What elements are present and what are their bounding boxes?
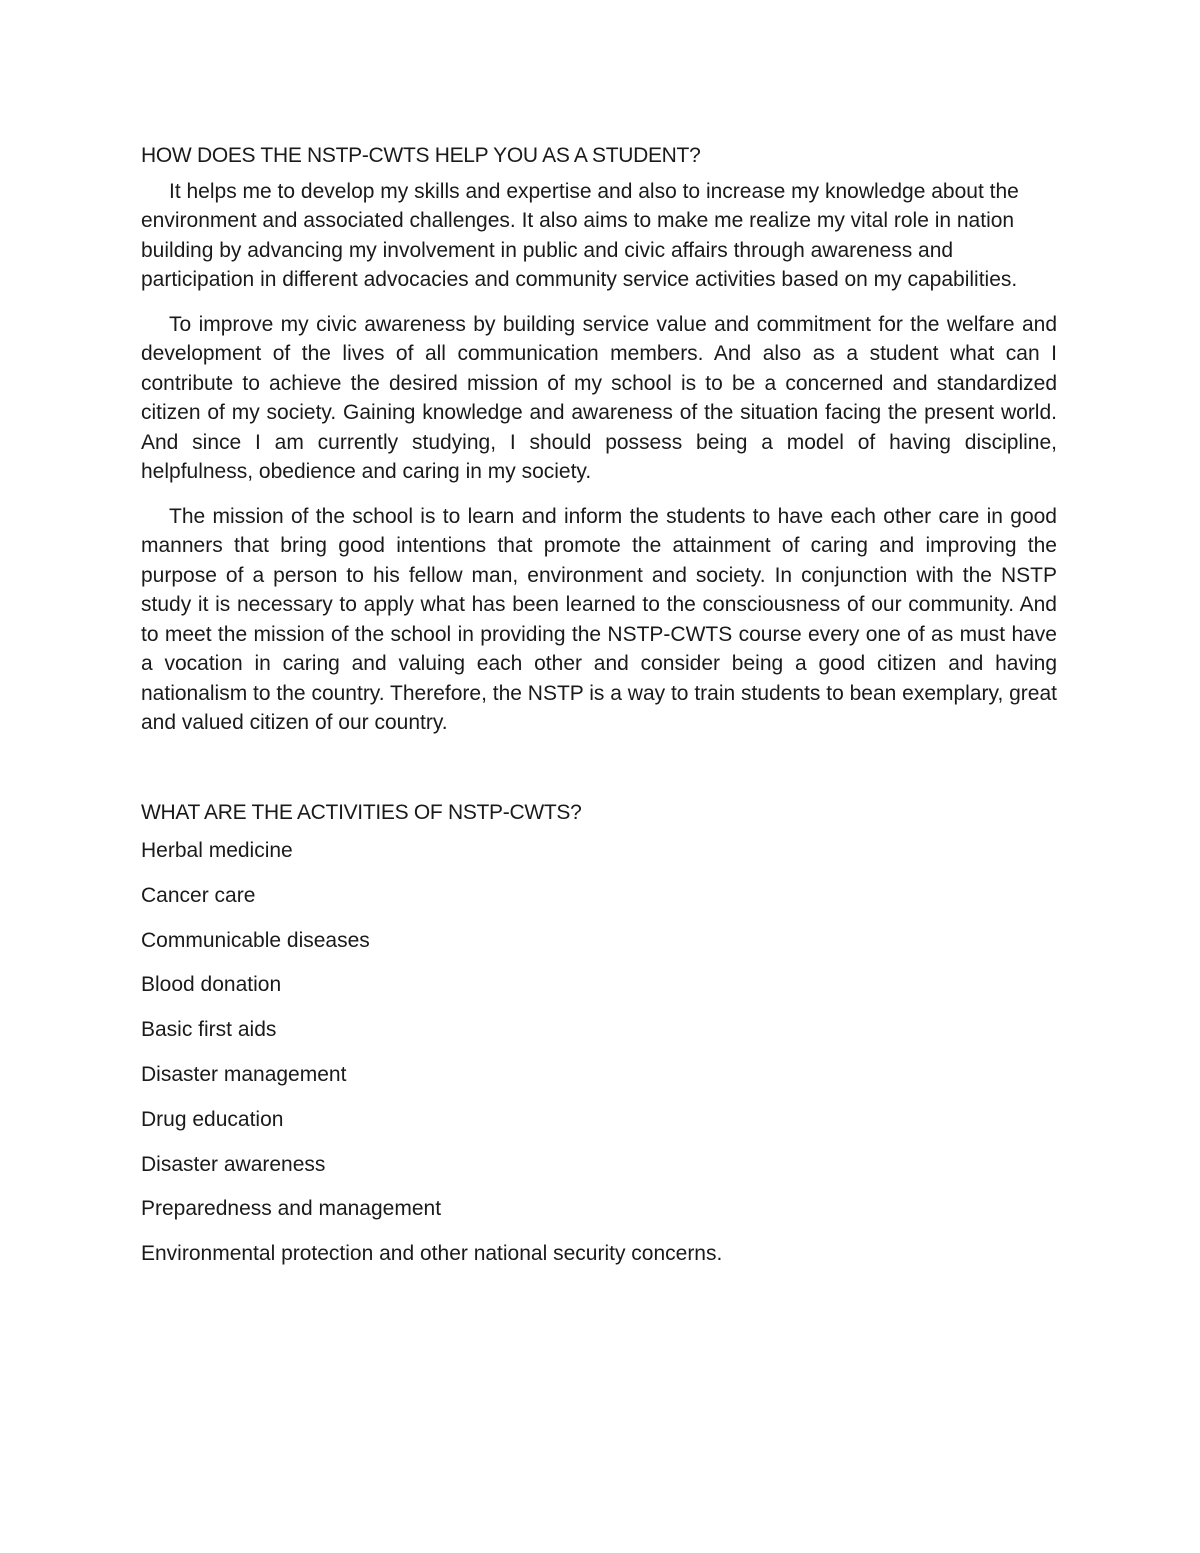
list-item: Cancer care <box>141 883 256 907</box>
list-item: Blood donation <box>141 973 282 997</box>
document-page <box>141 141 1057 1284</box>
list-item: Preparedness and management <box>141 1197 442 1221</box>
paragraph-school-mission: The mission of the school is to learn and inform the students to have each other care in good manners that bring good intentions that promote the attainment of caring and improving the purpose of a person to his fellow man, environment and society. In conjunction with the NSTP study it is necessary to apply what has been learned to the consciousness of our community. And to meet the mission of the school in providing the NSTP-CWTS course every one of as must have a vocation in caring and valuing each other and consider being a good citizen and having nationalism to the country. Therefore, the NSTP is a way to train students to bean exemplary, great and valued citizen of our country. <box>141 504 1057 734</box>
list-item: Disaster awareness <box>141 1152 326 1176</box>
list-item: Drug education <box>141 1107 284 1131</box>
list-item: Basic first aids <box>141 1018 277 1042</box>
section-heading-activities: WHAT ARE THE ACTIVITIES OF NSTP-CWTS? <box>141 800 582 824</box>
list-item: Disaster management <box>141 1062 347 1086</box>
list-item: Environmental protection and other national security concerns. <box>141 1242 723 1266</box>
paragraph-skills: It helps me to develop my skills and expertise and also to increase my knowledge about the environment and associated challenges. It also aims to make me realize my vital role in nation building by advancing my involvement in public and civic affairs through awareness and participation in different advocacies and community service activities based on my capabilities. <box>141 179 1019 291</box>
list-item: Communicable diseases <box>141 928 370 952</box>
section-spacer <box>141 753 1057 798</box>
list-item: Herbal medicine <box>141 839 293 862</box>
activities-list <box>141 836 1057 1284</box>
section-heading-nstp-help: HOW DOES THE NSTP-CWTS HELP YOU AS A STUDENT? <box>141 144 701 167</box>
paragraph-civic-awareness: To improve my civic awareness by building service value and commitment for the welfare and development of the lives of all communication members. And also as a student what can I contribute to achieve the desired mission of my school is to be a concerned and standardized citizen of my society. Gaining knowledge and awareness of the situation facing the present world. And since I am currently studying, I should possess being a model of having discipline, helpfulness, obedience and caring in my society. <box>141 312 1057 483</box>
